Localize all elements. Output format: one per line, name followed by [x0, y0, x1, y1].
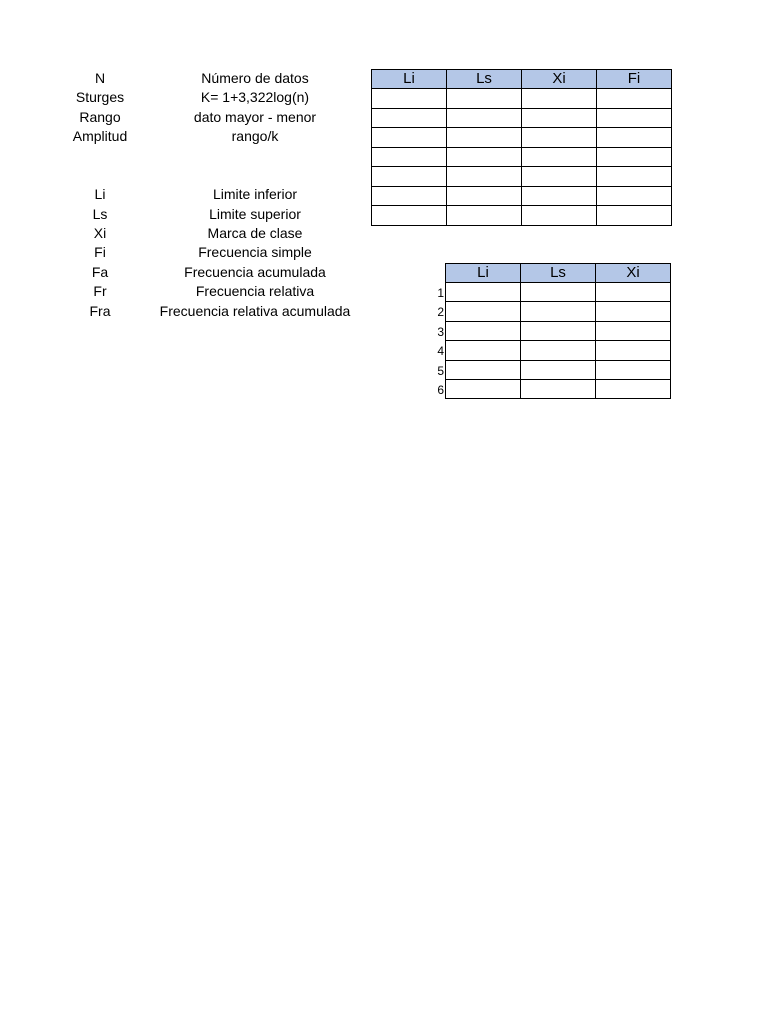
- table-row: [372, 186, 672, 206]
- table-cell[interactable]: [597, 186, 672, 206]
- table-cell[interactable]: [521, 302, 596, 321]
- table-cell[interactable]: [372, 128, 447, 148]
- table-cell[interactable]: [522, 186, 597, 206]
- table-cell[interactable]: [522, 147, 597, 167]
- header-cell-xi: Xi: [596, 264, 671, 283]
- table-header-row: [446, 264, 671, 283]
- table-cell[interactable]: [521, 379, 596, 398]
- gloss-abbr: Fr: [93, 283, 107, 299]
- table-cell[interactable]: [521, 283, 596, 302]
- table-cell[interactable]: [372, 167, 447, 187]
- header-cell-li: Li: [372, 70, 447, 89]
- gloss-desc: Frecuencia acumulada: [184, 264, 326, 280]
- table-cell[interactable]: [446, 360, 521, 379]
- table-cell[interactable]: [372, 89, 447, 109]
- row-number: 1: [437, 286, 444, 300]
- table-row: [446, 321, 671, 340]
- table-cell[interactable]: [446, 321, 521, 340]
- table-cell[interactable]: [596, 283, 671, 302]
- gloss-desc: Número de datos: [201, 70, 309, 86]
- gloss-abbr: Fa: [91, 264, 109, 280]
- table-cell[interactable]: [372, 206, 447, 226]
- header-cell-li: Li: [446, 264, 521, 283]
- table-cell[interactable]: [597, 108, 672, 128]
- table-cell[interactable]: [597, 206, 672, 226]
- table-cell[interactable]: [372, 147, 447, 167]
- gloss-desc: Frecuencia relativa acumulada: [159, 303, 351, 319]
- table-cell[interactable]: [597, 89, 672, 109]
- table-row: [446, 302, 671, 321]
- gloss-desc: Frecuencia relativa: [195, 283, 315, 299]
- gloss-desc: Limite inferior: [212, 186, 298, 202]
- table-row: [446, 341, 671, 360]
- table-row: [372, 89, 672, 109]
- table-cell[interactable]: [522, 167, 597, 187]
- table-cell[interactable]: [596, 341, 671, 360]
- table-cell[interactable]: [597, 167, 672, 187]
- gloss-abbr: Sturges: [75, 89, 125, 105]
- table-row: [446, 283, 671, 302]
- table-cell[interactable]: [521, 321, 596, 340]
- row-number: 5: [437, 363, 444, 378]
- gloss-desc: Limite superior: [209, 206, 301, 222]
- table-cell[interactable]: [447, 167, 522, 187]
- table-row: [372, 108, 672, 128]
- gloss-desc: dato mayor - menor: [193, 109, 317, 125]
- gloss-abbr: Li: [94, 186, 106, 202]
- table-cell[interactable]: [447, 128, 522, 148]
- frequency-table-two: [445, 263, 671, 399]
- gloss-desc: K= 1+3,322log(n): [200, 89, 310, 105]
- header-cell-xi: Xi: [522, 70, 597, 89]
- gloss-abbr: Xi: [93, 225, 107, 241]
- table-cell[interactable]: [521, 341, 596, 360]
- gloss-abbr: Amplitud: [72, 128, 128, 144]
- table-cell[interactable]: [596, 360, 671, 379]
- table-cell[interactable]: [446, 283, 521, 302]
- row-number: 4: [437, 344, 444, 359]
- table-row: [446, 379, 671, 398]
- gloss-abbr: Fi: [94, 244, 106, 260]
- row-number: 3: [437, 324, 444, 339]
- table-row: [372, 147, 672, 167]
- table-cell[interactable]: [521, 360, 596, 379]
- table-cell[interactable]: [596, 302, 671, 321]
- table-cell[interactable]: [522, 128, 597, 148]
- table-cell[interactable]: [372, 108, 447, 128]
- gloss-desc: Frecuencia simple: [198, 244, 312, 260]
- gloss-desc: Marca de clase: [207, 225, 303, 241]
- table-cell[interactable]: [597, 147, 672, 167]
- table-cell[interactable]: [446, 379, 521, 398]
- table-cell[interactable]: [597, 128, 672, 148]
- table-cell[interactable]: [596, 379, 671, 398]
- table-cell[interactable]: [446, 302, 521, 321]
- table-header-row: [372, 70, 672, 89]
- table-cell[interactable]: [447, 206, 522, 226]
- table-cell[interactable]: [447, 147, 522, 167]
- row-number: 2: [437, 305, 444, 320]
- table-cell[interactable]: [522, 108, 597, 128]
- table-cell[interactable]: [522, 89, 597, 109]
- table-row: [372, 206, 672, 226]
- header-cell-fi: Fi: [597, 70, 672, 89]
- table-cell[interactable]: [596, 321, 671, 340]
- table-row: [446, 360, 671, 379]
- frequency-table-one: [371, 69, 672, 226]
- gloss-abbr: N: [94, 70, 106, 86]
- row-number-column: [430, 283, 445, 399]
- table-cell[interactable]: [447, 89, 522, 109]
- header-cell-ls: Ls: [521, 264, 596, 283]
- gloss-abbr: Ls: [92, 206, 108, 222]
- row-number: 6: [437, 382, 444, 397]
- table-cell[interactable]: [447, 186, 522, 206]
- gloss-abbr: Fra: [89, 303, 111, 319]
- table-cell[interactable]: [446, 341, 521, 360]
- table-row: [372, 128, 672, 148]
- header-cell-ls: Ls: [447, 70, 522, 89]
- gloss-abbr: Rango: [79, 109, 121, 125]
- table-cell[interactable]: [372, 186, 447, 206]
- table-row: [372, 167, 672, 187]
- gloss-desc: rango/k: [231, 128, 279, 144]
- table-cell[interactable]: [447, 108, 522, 128]
- table-cell[interactable]: [522, 206, 597, 226]
